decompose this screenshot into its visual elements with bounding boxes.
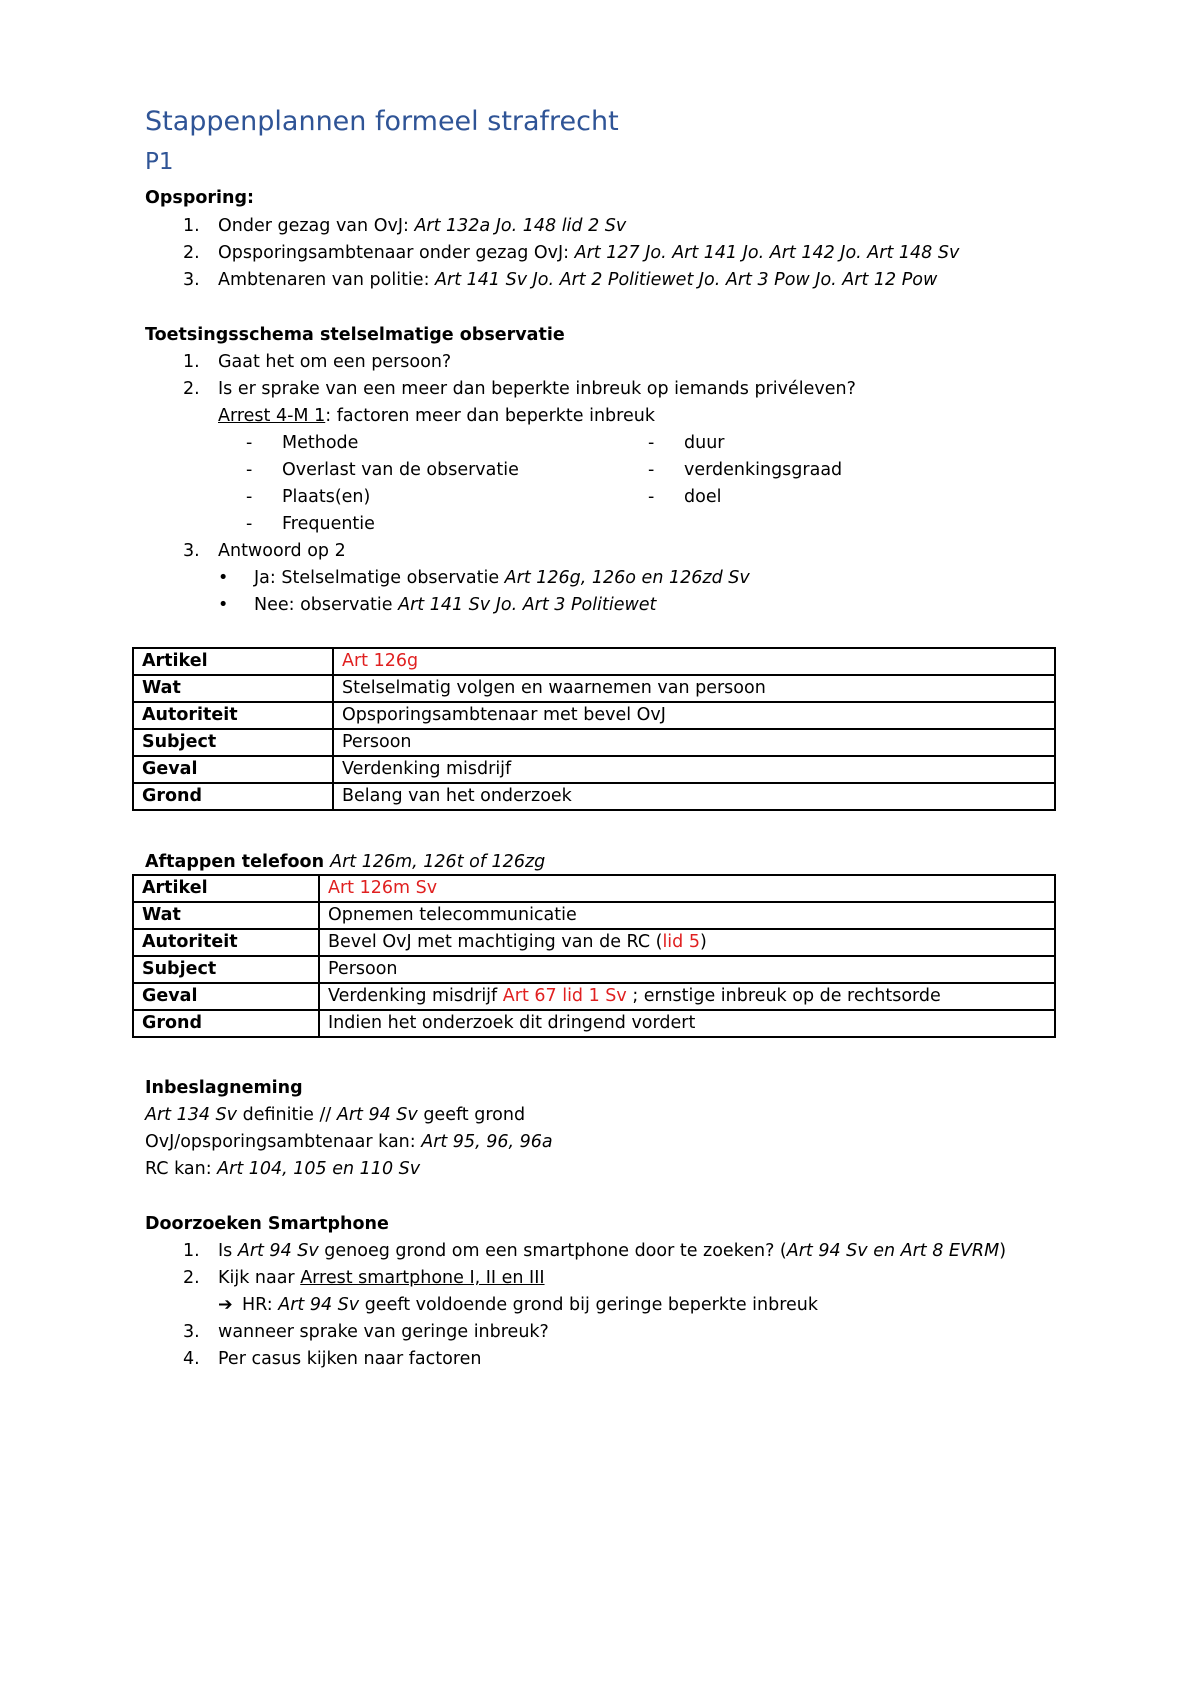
article-reference: Art 94 Sv en Art 8 EVRM [786,1241,1000,1261]
value-highlight: lid 5 [662,932,700,952]
table-row [133,902,1055,929]
value-text: Verdenking misdrijf [328,986,503,1006]
table-stelselmatige-observatie [132,647,1056,811]
factor-item: verdenkingsgraad [684,460,843,480]
line-text: RC kan: [145,1159,218,1179]
table-key: Geval [133,983,319,1010]
table-value: Opnemen telecommunicatie [319,902,1055,929]
bullet-marker: • [218,568,229,588]
inbeslagneming-heading: Inbeslagneming [145,1078,303,1098]
line-text: geeft grond [417,1105,526,1125]
aftappen-heading [145,852,545,873]
table-key: Autoriteit [133,702,333,729]
list-number: 3. [183,541,200,561]
article-reference: Art 141 Sv Jo. Art 3 Politiewet [398,595,657,615]
table-key: Geval [133,756,333,783]
inbeslagneming-line [145,1159,420,1180]
factor-item: Methode [282,433,359,453]
table-key: Artikel [133,648,333,675]
arrest-text: : factoren meer dan beperkte inbreuk [325,406,655,426]
bullet-text: Ja: Stelselmatige observatie [254,568,505,588]
inbeslagneming-line [145,1132,553,1153]
line-text: ) [999,1241,1007,1261]
list-item [218,270,937,291]
table-key: Wat [133,902,319,929]
list-item [218,1241,1006,1262]
article-reference: Art 94 Sv [237,1241,319,1261]
table-value: Art 126g [333,648,1055,675]
list-item-text: Ambtenaren van politie: [218,270,436,290]
table-key: Wat [133,675,333,702]
list-number: 1. [183,1241,200,1261]
list-number: 2. [183,1268,200,1288]
bullet-item-nee [254,595,656,616]
article-reference: Art 104, 105 en 110 Sv [217,1159,421,1179]
table-row [133,756,1055,783]
article-reference: Art 95, 96, 96a [421,1132,553,1152]
heading-text: Aftappen telefoon [145,852,331,872]
line-text: OvJ/opsporingsambtenaar kan: [145,1132,422,1152]
document-title: Stappenplannen formeel strafrecht [145,106,619,137]
table-value: Art 126m Sv [319,875,1055,902]
table-key: Grond [133,1010,319,1037]
arrow-icon: ➔ [218,1295,233,1315]
bullet-item-ja [254,568,750,589]
inbeslagneming-line [145,1105,525,1126]
opsporing-heading: Opsporing: [145,188,254,208]
table-key: Grond [133,783,333,810]
bullet-text: Nee: observatie [254,595,399,615]
table-value [319,983,1055,1010]
table-row [133,783,1055,810]
value-text: ) [699,932,707,952]
article-reference: Art 126g, 126o en 126zd Sv [504,568,750,588]
table-row [133,875,1055,902]
table-row [133,929,1055,956]
toetsing-heading: Toetsingsschema stelselmatige observatie [145,325,565,345]
factor-item: duur [684,433,725,453]
list-number: 3. [183,270,200,290]
dash-marker: - [246,514,253,534]
line-text: Is [218,1241,238,1261]
factor-item: Overlast van de observatie [282,460,519,480]
article-reference: Art 141 Sv Jo. Art 2 Politiewet Jo. Art 3 Pow Jo. Art 12 Pow [435,270,938,290]
section-heading-p1: P1 [145,149,174,175]
table-aftappen-telefoon [132,874,1056,1038]
dash-marker: - [246,487,253,507]
table-row [133,983,1055,1010]
table-row [133,729,1055,756]
hr-line [242,1295,818,1316]
article-reference: Art 127 Jo. Art 141 Jo. Art 142 Jo. Art 148 Sv [574,243,960,263]
bullet-marker: • [218,595,229,615]
factor-item: doel [684,487,722,507]
table-value: Persoon [319,956,1055,983]
arrest-line [218,406,655,427]
value-text: Bevel OvJ met machtiging van de RC ( [328,932,663,952]
list-item [218,243,959,264]
list-number: 2. [183,243,200,263]
factor-item: Frequentie [282,514,375,534]
list-number: 3. [183,1322,200,1342]
list-number: 4. [183,1349,200,1369]
dash-marker: - [648,487,655,507]
article-reference: Art 132a Jo. 148 lid 2 Sv [414,216,627,236]
table-value: Verdenking misdrijf [333,756,1055,783]
table-key: Subject [133,956,319,983]
table-row [133,675,1055,702]
list-item: Is er sprake van een meer dan beperkte inbreuk op iemands privéleven? [218,379,856,399]
factor-item: Plaats(en) [282,487,371,507]
table-value: Stelselmatig volgen en waarnemen van persoon [333,675,1055,702]
line-text: Kijk naar [218,1268,301,1288]
article-reference: Art 134 Sv [145,1105,238,1125]
table-value: Opsporingsambtenaar met bevel OvJ [333,702,1055,729]
list-item-text: Opsporingsambtenaar onder gezag OvJ: [218,243,575,263]
table-row [133,702,1055,729]
article-reference: Art 94 Sv [278,1295,360,1315]
value-highlight: Art 67 lid 1 Sv [502,986,627,1006]
arrest-link: Arrest smartphone I, II en III [300,1268,545,1288]
table-row [133,1010,1055,1037]
line-text: definitie // [237,1105,337,1125]
list-item [218,1268,545,1289]
list-item: Gaat het om een persoon? [218,352,452,372]
table-row [133,956,1055,983]
table-value: Persoon [333,729,1055,756]
line-text: geeft voldoende grond bij geringe beperkte inbreuk [359,1295,819,1315]
dash-marker: - [648,433,655,453]
dash-marker: - [246,433,253,453]
list-item: Per casus kijken naar factoren [218,1349,482,1369]
table-key: Autoriteit [133,929,319,956]
arrest-link: Arrest 4-M 1 [218,406,326,426]
dash-marker: - [648,460,655,480]
line-text: genoeg grond om een smartphone door te zoeken? ( [318,1241,787,1261]
list-item [218,216,626,237]
table-key: Subject [133,729,333,756]
smartphone-heading: Doorzoeken Smartphone [145,1214,389,1234]
table-row [133,648,1055,675]
line-text: HR: [242,1295,279,1315]
dash-marker: - [246,460,253,480]
table-key: Artikel [133,875,319,902]
article-reference: Art 94 Sv [336,1105,418,1125]
list-item: wanneer sprake van geringe inbreuk? [218,1322,549,1342]
list-number: 2. [183,379,200,399]
list-number: 1. [183,352,200,372]
table-value: Indien het onderzoek dit dringend vordert [319,1010,1055,1037]
article-reference: Art 126m, 126t of 126zg [330,852,546,872]
table-value: Belang van het onderzoek [333,783,1055,810]
list-item-text: Onder gezag van OvJ: [218,216,415,236]
list-item: Antwoord op 2 [218,541,346,561]
value-text: ; ernstige inbreuk op de rechtsorde [626,986,941,1006]
table-value [319,929,1055,956]
list-number: 1. [183,216,200,236]
